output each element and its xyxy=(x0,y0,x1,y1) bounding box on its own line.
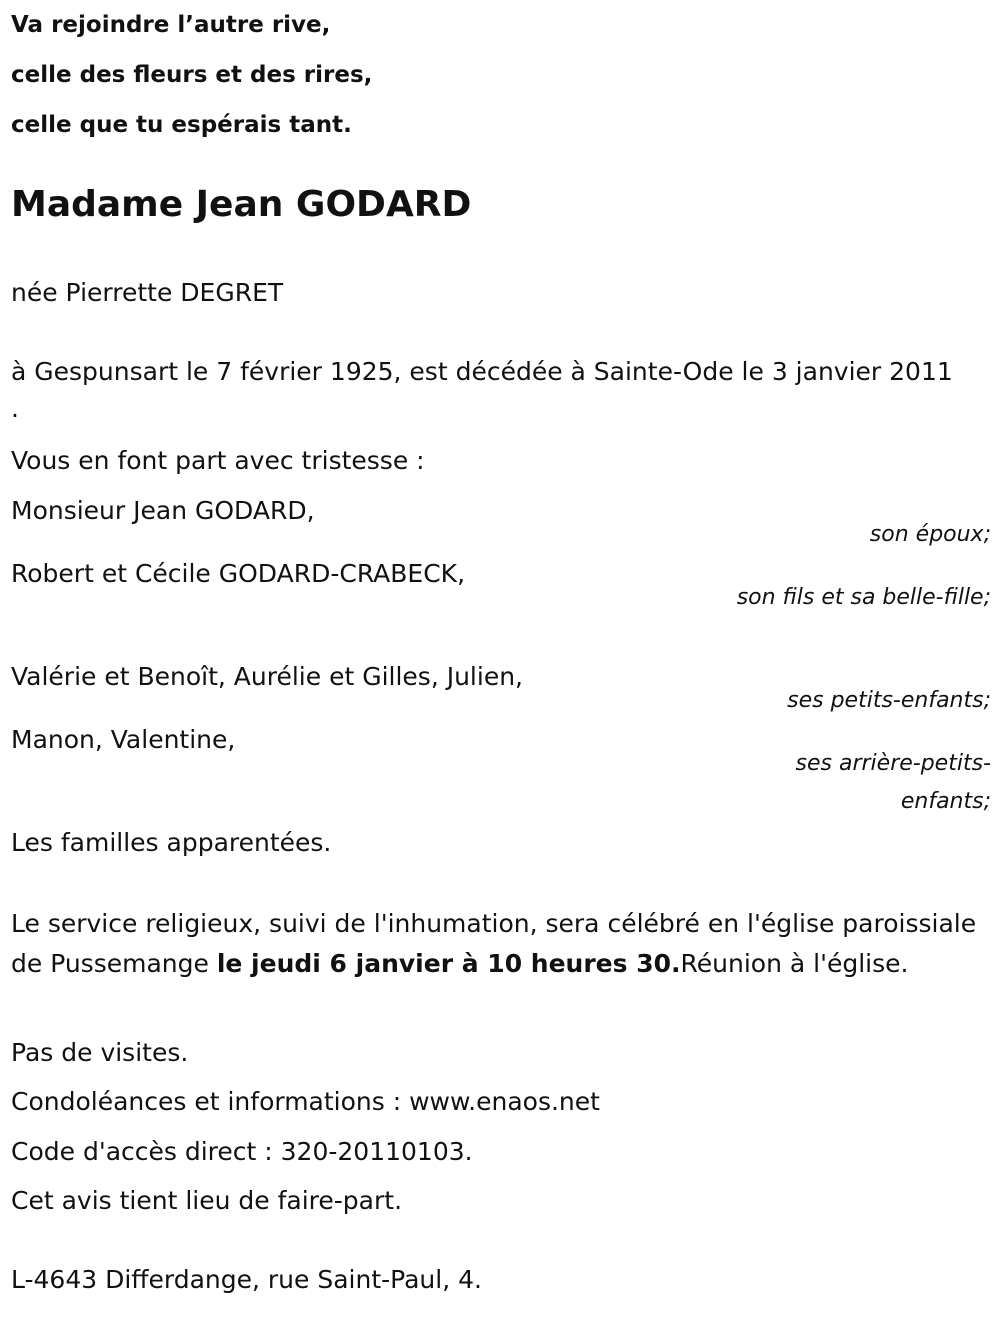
family-names-3: Valérie et Benoît, Aurélie et Gilles, Julien, xyxy=(11,662,523,691)
notice-text: Cet avis tient lieu de faire-part. xyxy=(11,1186,403,1215)
birth-death-dot: . xyxy=(11,394,19,423)
service-paragraph xyxy=(11,904,986,984)
announce-text: Vous en font part avec tristesse : xyxy=(11,446,425,475)
family-relation-4: ses arrière-petits-enfants; xyxy=(795,751,991,814)
service-intro: Le service religieux, suivi de l'inhumation, sera célébré en l'église paroissiale de Pussemange xyxy=(11,909,977,978)
address: L-4643 Differdange, rue Saint-Paul, 4. xyxy=(11,1265,482,1294)
family-names-4: Manon, Valentine, xyxy=(11,725,236,754)
maiden-name: née Pierrette DEGRET xyxy=(11,278,284,307)
service-date: le jeudi 6 janvier à 10 heures 30. xyxy=(216,949,681,978)
poem-line-1: Va rejoindre l’autre rive, xyxy=(11,12,331,38)
families-related: Les familles apparentées. xyxy=(11,828,332,857)
poem-line-3: celle que tu espérais tant. xyxy=(11,112,352,138)
family-relation-1: son époux; xyxy=(869,522,991,547)
family-relation-3: ses petits-enfants; xyxy=(787,688,991,713)
family-relation-2: son fils et sa belle-fille; xyxy=(736,585,991,610)
service-after: Réunion à l'église. xyxy=(680,949,909,978)
no-visits: Pas de visites. xyxy=(11,1038,189,1067)
family-names-1: Monsieur Jean GODARD, xyxy=(11,496,315,525)
condolences: Condoléances et informations : www.enaos.net xyxy=(11,1087,600,1116)
deceased-name: Madame Jean GODARD xyxy=(11,184,472,225)
birth-death-line: à Gespunsart le 7 février 1925, est décédée à Sainte-Ode le 3 janvier 2011 xyxy=(11,357,953,386)
access-code: Code d'accès direct : 320-20110103. xyxy=(11,1137,473,1166)
family-names-2: Robert et Cécile GODARD-CRABECK, xyxy=(11,559,466,588)
poem-line-2: celle des fleurs et des rires, xyxy=(11,62,373,88)
